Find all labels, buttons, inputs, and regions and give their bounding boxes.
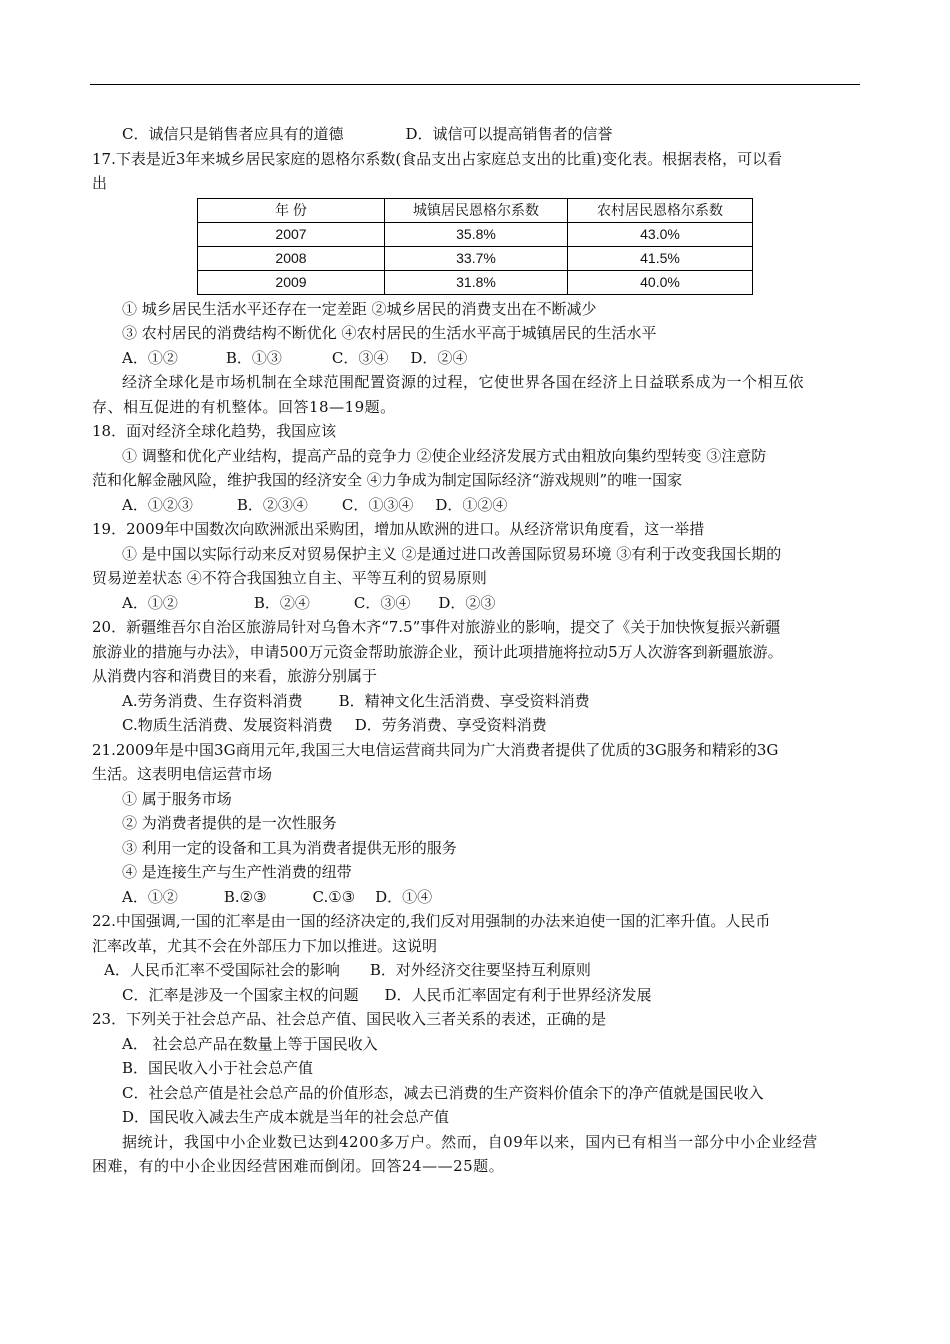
- q20-option-d: D．劳务消费、享受资料消费: [354, 716, 547, 734]
- q20-stem-line3: 从消费内容和消费目的来看，旅游分别属于: [92, 667, 378, 685]
- table-row: [198, 222, 753, 246]
- intro-24-line1: 据统计，我国中小企业数已达到4200多万户。然而，自09年以来，国内已有相当一部分中小企业经营: [122, 1132, 818, 1151]
- q21-item-3: ③ 利用一定的设备和工具为消费者提供无形的服务: [122, 838, 457, 857]
- table-cell: 2009: [198, 270, 385, 294]
- q21-item-4: ④ 是连接生产与生产性消费的纽带: [122, 863, 352, 881]
- table-cell: 41.5%: [568, 246, 753, 270]
- q17-option-c: C．③④: [331, 348, 389, 367]
- q21-item-1: ① 属于服务市场: [122, 789, 232, 808]
- intro-18-line2: 存、相互促进的有机整体。回答18—19题。: [92, 397, 396, 416]
- table-header-cell: 农村居民恩格尔系数: [568, 198, 753, 222]
- table-cell: 33.7%: [385, 246, 568, 270]
- q20-options-row1: [92, 689, 860, 714]
- q22-option-b: B．对外经济交往要坚持互利原则: [369, 961, 591, 979]
- q19-option-d: D．②③: [438, 593, 496, 612]
- q18-option-d: D．①②④: [435, 495, 508, 514]
- q17-items-line2: ③ 农村居民的消费结构不断优化 ④农村居民的生活水平高于城镇居民的生活水平: [122, 324, 657, 342]
- intro-18-line1: 经济全球化是市场机制在全球范围配置资源的过程，它使世界各国在经济上日益联系成为一个相互依: [122, 373, 805, 391]
- q19-options: [92, 591, 860, 616]
- q18-option-b: B．②③④: [236, 495, 308, 514]
- header-rule: [90, 84, 860, 85]
- q22-stem-line2: 汇率改革，尤其不会在外部压力下加以推进。这说明: [92, 936, 438, 955]
- q22-stem-line1: 22.中国强调,一国的汇率是由一国的经济决定的,我们反对用强制的办法来迫使一国的汇率升值。人民币: [92, 912, 771, 930]
- q18-options: [92, 493, 860, 518]
- q17-option-a: A．①②: [122, 348, 178, 367]
- table-row: [198, 270, 753, 294]
- q17-options: [92, 346, 860, 371]
- q19-option-a: A．①②: [122, 593, 178, 612]
- q23-option-a: A． 社会总产品在数量上等于国民收入: [122, 1034, 378, 1053]
- q21-stem-line2: 生活。这表明电信运营市场: [92, 765, 273, 783]
- q18-stem: 18．面对经济全球化趋势，我国应该: [92, 422, 337, 440]
- q19-option-b: B．②④: [253, 593, 310, 612]
- q21-option-a: A．①②: [122, 887, 178, 906]
- q22-option-d: D．人民币汇率固定有利于世界经济发展: [384, 985, 652, 1004]
- q19-items-line1: ① 是中国以实际行动来反对贸易保护主义 ②是通过进口改善国际贸易环境 ③有利于改变我国长期的: [122, 544, 782, 563]
- table-cell: 31.8%: [385, 270, 568, 294]
- q18-items-line2: 范和化解金融风险，维护我国的经济安全 ④力争成为制定国际经济“游戏规则”的唯一国家: [92, 471, 683, 489]
- q19-option-c: C．③④: [353, 593, 411, 612]
- q21-stem-line1: 21.2009年是中国3G商用元年,我国三大电信运营商共同为广大消费者提供了优质的3G服务和精彩的3G: [92, 740, 779, 759]
- q22-option-a: A．人民币汇率不受国际社会的影响: [104, 961, 340, 979]
- q16-option-c: C．诚信只是销售者应具有的道德: [122, 125, 344, 143]
- q23-option-d: D．国民收入减去生产成本就是当年的社会总产值: [122, 1108, 450, 1126]
- q17-option-d: D．②④: [410, 348, 468, 367]
- table-cell: 35.8%: [385, 222, 568, 246]
- q21-item-2: ② 为消费者提供的是一次性服务: [122, 814, 337, 832]
- q21-option-c: C.①③: [312, 887, 356, 906]
- intro-24-line2: 困难，有的中小企业因经营困难而倒闭。回答24——25题。: [92, 1157, 505, 1175]
- q20-stem-line1: 20．新疆维吾尔自治区旅游局针对乌鲁木齐“7.5”事件对旅游业的影响，提交了《关于加快恢复振兴新疆: [92, 618, 781, 636]
- q17-stem-line2: 出: [92, 174, 108, 192]
- q23-stem: 23．下列关于社会总产品、社会总产值、国民收入三者关系的表述，正确的是: [92, 1010, 607, 1028]
- engel-coefficient-table: [197, 198, 753, 295]
- q19-items-line2: 贸易逆差状态 ④不符合我国独立自主、平等互利的贸易原则: [92, 569, 487, 587]
- q17-items-line1: ① 城乡居民生活水平还存在一定差距 ②城乡居民的消费支出在不断减少: [122, 299, 597, 318]
- table-header-cell: 年 份: [198, 198, 385, 222]
- q20-option-b: B．精神文化生活消费、享受资料消费: [338, 691, 590, 710]
- q23-option-b: B．国民收入小于社会总产值: [122, 1059, 314, 1077]
- table-row: [198, 246, 753, 270]
- exam-page: [92, 122, 860, 1179]
- table-cell: 2008: [198, 246, 385, 270]
- q20-options-row2: [92, 713, 860, 738]
- q23-option-c: C．社会总产值是社会总产品的价值形态，减去已消费的生产资料价值余下的净产值就是国民收入: [122, 1083, 764, 1102]
- q21-option-d: D．①④: [375, 887, 433, 906]
- q20-option-c: C.物质生活消费、发展资料消费: [122, 716, 333, 734]
- q21-options: [92, 885, 860, 910]
- table-cell: 40.0%: [568, 270, 753, 294]
- q22-options-row2: [92, 983, 860, 1008]
- q20-option-a: A.劳务消费、生存资料消费: [122, 691, 303, 710]
- q18-option-c: C．①③④: [341, 495, 414, 514]
- q19-stem: 19．2009年中国数次向欧洲派出采购团，增加从欧洲的进口。从经济常识角度看，这一举措: [92, 520, 705, 538]
- q17-option-b: B．①③: [225, 348, 282, 367]
- q22-options-row1: [92, 958, 860, 983]
- table-cell: 43.0%: [568, 222, 753, 246]
- q22-option-c: C．汇率是涉及一个国家主权的问题: [122, 985, 359, 1004]
- q21-option-b: B.②③: [223, 887, 267, 906]
- table-header-cell: 城镇居民恩格尔系数: [385, 198, 568, 222]
- table-header-row: [198, 198, 753, 222]
- q20-stem-line2: 旅游业的措施与办法》，申请500万元资金帮助旅游企业，预计此项措施将拉动5万人次游客到新疆旅游。: [92, 642, 783, 661]
- q16-options: [92, 122, 860, 147]
- q16-option-d: D．诚信可以提高销售者的信誉: [405, 125, 613, 143]
- q17-stem-line1: 17.下表是近3年来城乡居民家庭的恩格尔系数(食品支出占家庭总支出的比重)变化表。根据表格，可以看: [92, 149, 783, 168]
- q18-items-line1: ① 调整和优化产业结构，提高产品的竞争力 ②使企业经济发展方式由粗放向集约型转变 ③注意防: [122, 446, 767, 465]
- table-cell: 2007: [198, 222, 385, 246]
- q18-option-a: A．①②③: [122, 495, 193, 514]
